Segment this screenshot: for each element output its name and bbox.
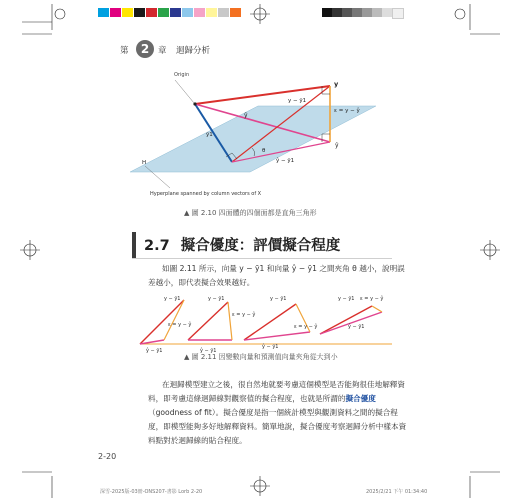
t1-label-y: y − ȳ1 <box>164 296 181 302</box>
label-y-minus-ybar: y − ȳ1 <box>288 98 307 104</box>
t4-label-y: y − ȳ1 <box>338 296 355 302</box>
page-number: 2-20 <box>98 452 117 461</box>
print-slug-right: 2025/2/21 下午 01:34:40 <box>366 489 428 495</box>
label-theta: θ <box>262 148 266 154</box>
figure-2-10-caption: ▲ 圖 2.10 四面體的四個面都是直角三角形 <box>184 209 317 217</box>
print-slug-left: 深雪-2025版-03冊-ONS207-書影 Lorb 2-20 <box>100 489 203 495</box>
paragraph2-text-b: （goodness of fit）。擬合優度是指一個統計模型與觀測資料之間的擬合程度，即模型能夠多好地解釋資料。簡單地說，擬合優度考察迴歸分析中樣本資料點對於迴歸線的貼合程度。 <box>148 408 407 445</box>
t1-label-yhat: ŷ − ȳ1 <box>146 348 163 354</box>
goodness-of-fit-term: 擬合優度 <box>345 394 376 403</box>
t3-label-yhat: ŷ − ȳ1 <box>262 344 279 350</box>
chapter-suffix: 章 <box>158 46 167 56</box>
label-yhat-inner: ŷ <box>244 112 248 119</box>
t4-label-yhat: ŷ − ȳ1 <box>348 324 365 330</box>
chapter-title: 迴歸分析 <box>176 46 211 56</box>
t4-label-e: ε = y − ŷ <box>360 296 384 302</box>
label-yhat-tip: ŷ <box>335 142 339 149</box>
paragraph-intro: 如圖 2.11 所示，向量 y − ȳ1 和向量 ŷ − ȳ1 之間夾角 θ 越小，說明誤差越小，即代表擬合效果越好。 <box>148 264 405 287</box>
label-origin: Origin <box>174 72 190 78</box>
label-H: H <box>142 160 147 166</box>
label-residual: ε = y − ŷ <box>334 108 360 114</box>
triangle-2 <box>188 302 232 340</box>
chapter-prefix: 第 <box>120 46 129 56</box>
triangle-3 <box>244 304 310 340</box>
label-ybar: ȳ1 <box>206 132 213 138</box>
t2-label-yhat: ŷ − ȳ1 <box>200 348 217 354</box>
figure-2-11-caption: ▲ 圖 2.11 因變數向量和預測值向量夾角從大到小 <box>184 353 338 361</box>
t1-label-e: ε = y − ŷ <box>168 322 192 328</box>
t2-label-e: ε = y − ŷ <box>232 312 256 318</box>
label-y: y <box>334 80 339 88</box>
section-number: 2.7 <box>144 238 170 254</box>
t3-label-e: ε = y − ŷ <box>294 324 318 330</box>
paragraph-goodness-of-fit <box>148 378 410 448</box>
label-yhat-minus-ybar: ŷ − ȳ1 <box>276 158 295 164</box>
paragraph2-text-a: 在迴歸模型建立之後，很自然地就要考慮這個模型是否能夠很佳地解釋資料，即考慮這條迴歸線對觀察值的擬合程度，也就是所謂的 <box>148 380 405 403</box>
t2-label-y: y − ȳ1 <box>208 296 225 302</box>
section-title-text: 擬合優度：評價擬合程度 <box>180 238 341 254</box>
chapter-number-badge: 2 <box>136 40 154 58</box>
label-hyperplane: Hyperplane spanned by column vectors of X <box>150 191 262 197</box>
t3-label-y: y − ȳ1 <box>270 296 287 302</box>
